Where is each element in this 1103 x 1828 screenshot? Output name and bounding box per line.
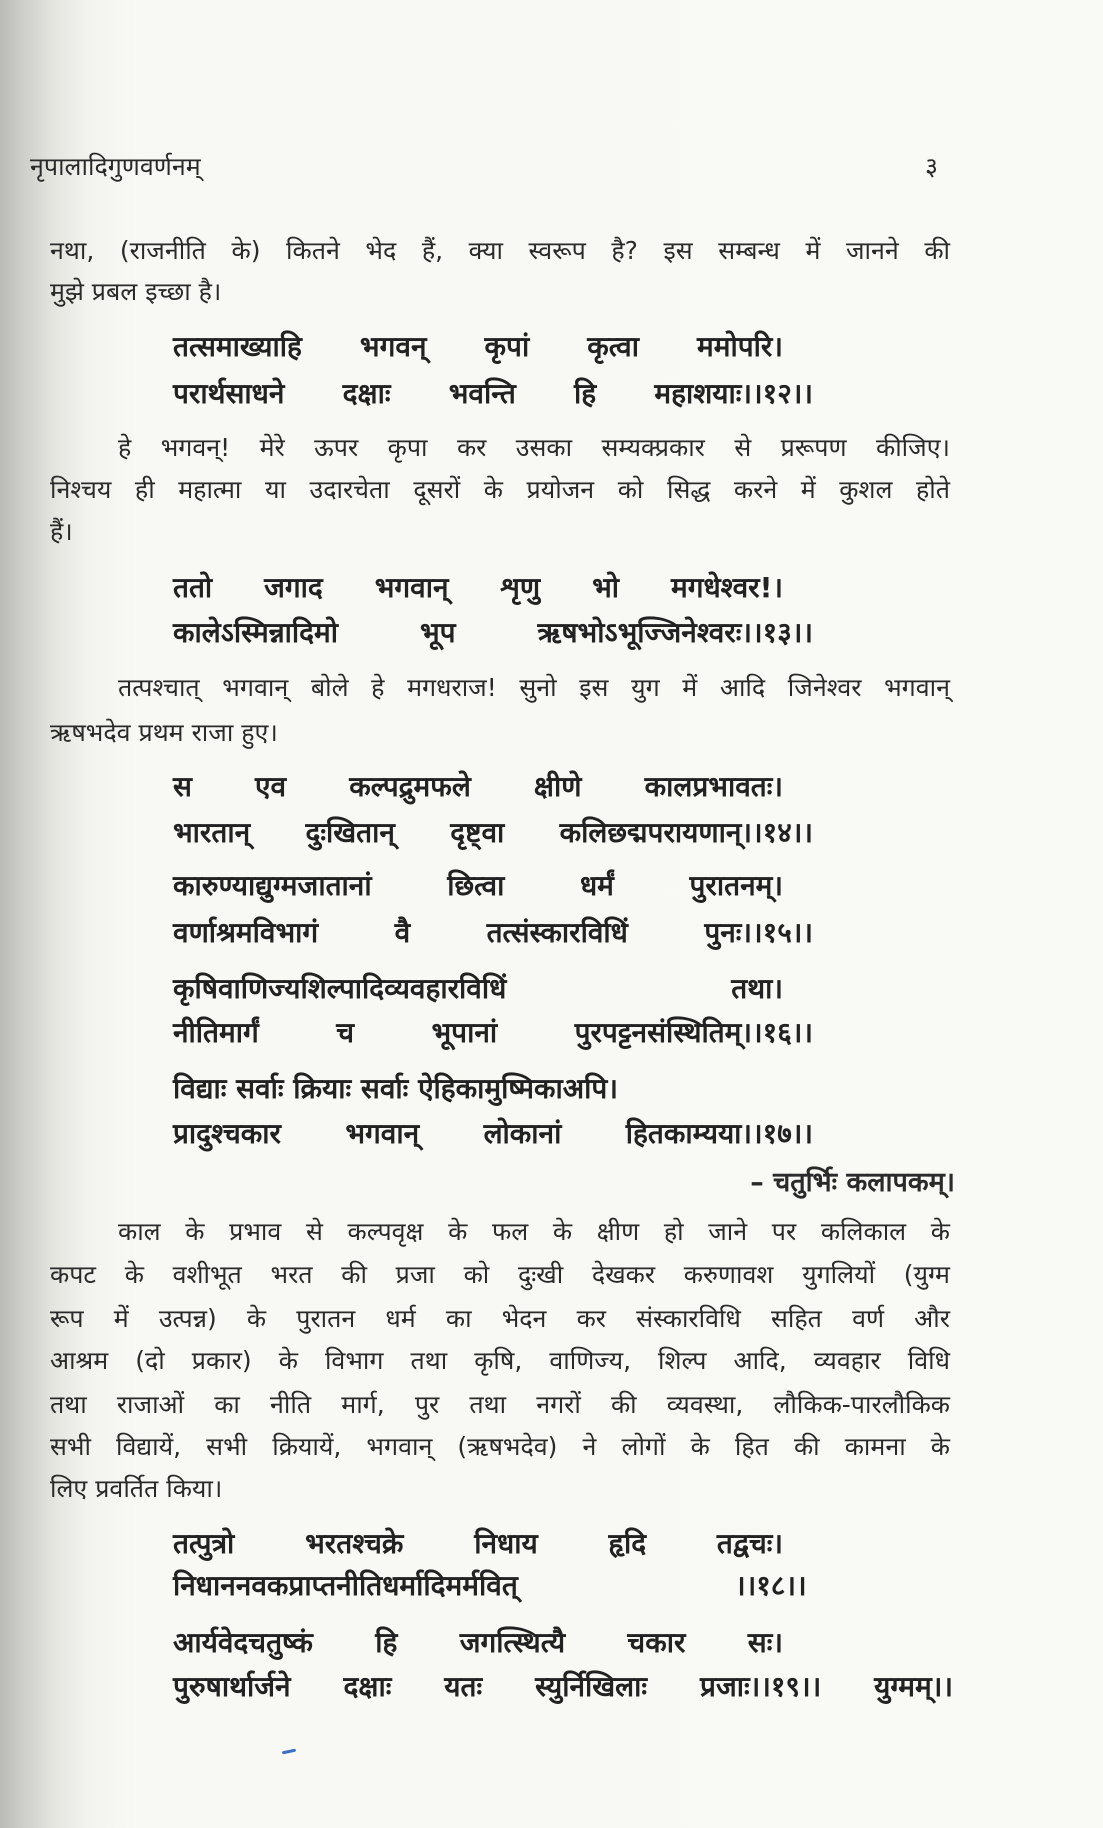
- verse-line: कृषिवाणिज्यशिल्पादिव्यवहारविधिं तथा।: [173, 972, 783, 1005]
- page-number: ३: [925, 152, 939, 181]
- running-title: नृपालादिगुणवर्णनम्: [30, 152, 201, 181]
- verse-line: तत्पुत्रो भरतश्चक्रे निधाय हृदि तद्वचः।: [173, 1527, 783, 1560]
- prose-line: रूप में उत्पन्न) के पुरातन धर्म का भेदन कर संस्कारविधि सहित वर्ण और: [50, 1304, 950, 1333]
- verse-line: ततो जगाद भगवान् शृणु भो मगधेश्वर!।: [173, 571, 783, 604]
- prose-line: मुझे प्रबल इच्छा है।: [50, 277, 222, 306]
- verse-line: नीतिमार्गं च भूपानां पुरपट्टनसंस्थितिम्।।१६।।: [173, 1016, 813, 1049]
- prose-line: लिए प्रवर्तित किया।: [50, 1474, 223, 1503]
- prose-line: सभी विद्यायें, सभी क्रियायें, भगवान् (ऋषभदेव) ने लोगों के हित की कामना के: [50, 1432, 950, 1461]
- verse-line: आर्यवेदचतुष्कं हि जगत्स्थित्यै चकार सः।: [173, 1626, 783, 1659]
- verse-line: स एव कल्पद्रुमफले क्षीणे कालप्रभावतः।: [173, 770, 783, 803]
- verse-line: परार्थसाधने दक्षाः भवन्ति हि महाशयाः।।१२।।: [173, 377, 813, 410]
- prose-line: हैं।: [50, 517, 73, 546]
- verse-line: कारुण्याद्युग्मजातानां छित्वा धर्मं पुरातनम्।: [173, 869, 783, 902]
- prose-line: काल के प्रभाव से कल्पवृक्ष के फल के क्षीण हो जाने पर कलिकाल के: [118, 1217, 950, 1246]
- ink-mark: [282, 1749, 296, 1755]
- prose-line: तत्पश्चात् भगवान् बोले हे मगधराज! सुनो इस युग में आदि जिनेश्वर भगवान्: [118, 673, 950, 702]
- verse-line: प्रादुश्चकार भगवान् लोकानां हितकाम्यया।।१७।।: [173, 1117, 813, 1150]
- prose-line: हे भगवन्! मेरे ऊपर कृपा कर उसका सम्यक्प्रकार से प्ररूपण कीजिए।: [118, 433, 950, 462]
- prose-line: ऋषभदेव प्रथम राजा हुए।: [50, 718, 278, 747]
- verse-line: तत्समाख्याहि भगवन् कृपां कृत्वा ममोपरि।: [173, 330, 783, 363]
- prose-line: नथा, (राजनीति के) कितने भेद हैं, क्या स्वरूप है? इस सम्बन्ध में जानने की: [50, 236, 950, 265]
- verse-line: वर्णाश्रमविभागं वै तत्संस्कारविधिं पुनः।।१५।।: [173, 916, 813, 949]
- prose-line: आश्रम (दो प्रकार) के विभाग तथा कृषि, वाणिज्य, शिल्प आदि, व्यवहार विधि: [50, 1346, 950, 1375]
- verse-number: ।।१८।।: [735, 1569, 807, 1602]
- verse-line: विद्याः सर्वाः क्रियाः सर्वाः ऐहिकामुष्मिकाअपि।: [173, 1072, 618, 1105]
- verse-line: कालेऽस्मिन्नादिमो भूप ऋषभोऽभूज्जिनेश्वरः।।१३।।: [173, 616, 813, 649]
- verse-line: निधाननवकप्राप्तनीतिधर्मादिमर्मवित्: [173, 1569, 518, 1602]
- verse-line: पुरुषार्थार्जने दक्षाः यतः स्युर्निखिलाः प्रजाः।।१९।। युग्मम्।।: [173, 1670, 953, 1703]
- prose-line: तथा राजाओं का नीति मार्ग, पुर तथा नगरों की व्यवस्था, लौकिक-पारलौकिक: [50, 1390, 950, 1419]
- verse-group-attribution: – चतुर्भिः कलापकम्।: [750, 1167, 955, 1198]
- prose-line: कपट के वशीभूत भरत की प्रजा को दुःखी देखकर करुणावश युगलियों (युग्म: [50, 1260, 950, 1289]
- prose-line: निश्चय ही महात्मा या उदारचेता दूसरों के प्रयोजन को सिद्ध करने में कुशल होते: [50, 475, 950, 504]
- verse-line: भारतान् दुःखितान् दृष्ट्वा कलिछद्मपरायणान्।।१४।।: [173, 816, 813, 849]
